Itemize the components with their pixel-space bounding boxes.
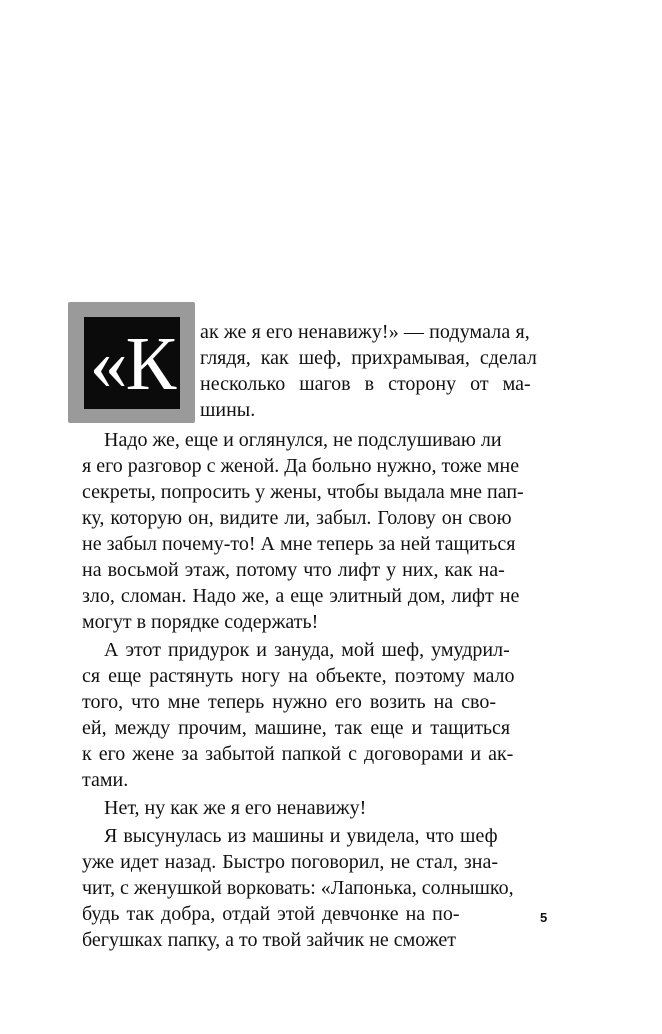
text-line: зло, сломан. Надо же, а еще элитный дом, лифт не <box>82 585 520 607</box>
text-line: шины. <box>200 399 256 421</box>
drop-cap-letter: «К <box>89 322 175 406</box>
text-line: будь так добра, отдай этой девчонке на по- <box>82 903 460 925</box>
text-line: того, что мне теперь нужно его возить на сво- <box>82 691 497 713</box>
text-line: не забыл почему-то! А мне теперь за ней тащиться <box>82 533 516 555</box>
text-line: чит, с женушкой ворковать: «Лапонька, солнышко, <box>82 877 514 899</box>
text-line: ей, между прочим, машине, так еще и тащиться <box>82 717 511 739</box>
text-line: ку, которую он, видите ли, забыл. Голову он свою <box>82 507 512 529</box>
text-line: А этот придурок и зануда, мой шеф, умудрил- <box>104 639 510 661</box>
text-line: Надо же, еще и оглянулся, не подслушиваю ли <box>104 429 502 451</box>
drop-cap <box>72 305 192 419</box>
text-line: секреты, попросить у жены, чтобы выдала мне пап- <box>82 481 524 503</box>
text-line: несколько шагов в сторону от ма- <box>200 373 531 395</box>
text-line: Я высунулась из машины и увидела, что шеф <box>104 825 498 847</box>
text-line: ак же я его ненавижу!» — подумала я, <box>200 321 530 343</box>
text-line: Нет, ну как же я его ненавижу! <box>104 797 367 819</box>
text-line: тами. <box>82 769 129 791</box>
drop-cap-box <box>84 317 180 409</box>
text-line: на восьмой этаж, потому что лифт у них, как на- <box>82 559 505 581</box>
page-number: 5 <box>540 910 548 925</box>
text-line: я его разговор с женой. Да больно нужно, тоже мне <box>82 455 520 477</box>
text-line: глядя, как шеф, прихрамывая, сделал <box>200 347 537 369</box>
text-line: ся еще растянуть ногу на объекте, поэтому мало <box>82 665 515 687</box>
text-line: уже идет назад. Быстро поговорил, не стал, зна- <box>82 851 498 873</box>
text-line: могут в порядке содержать! <box>82 611 319 633</box>
text-line: к его жене за забытой папкой с договорами и ак- <box>82 743 514 765</box>
text-line: бегушках папку, а то твой зайчик не сможет <box>82 929 456 951</box>
